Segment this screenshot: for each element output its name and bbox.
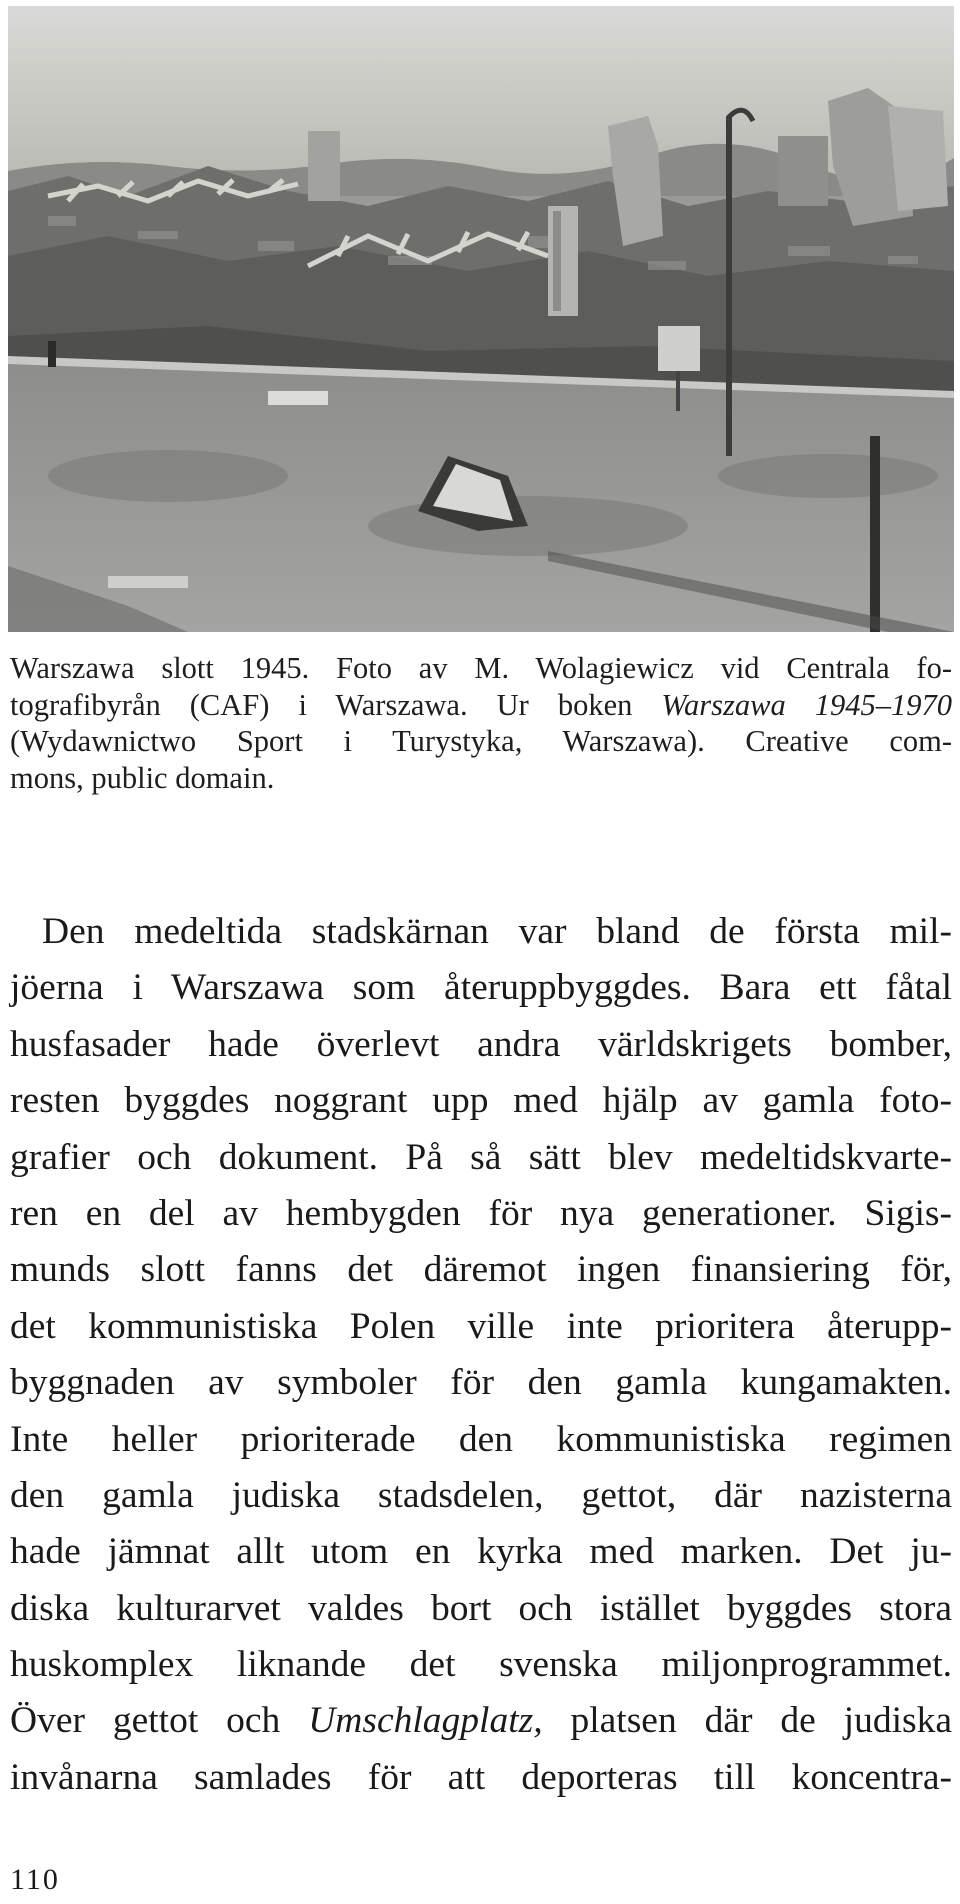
ruins-photo-illustration — [8, 6, 954, 632]
body-line: invånarna samlades för att deporteras till koncentra- — [10, 1756, 952, 1798]
body-line: resten byggdes noggrant upp med hjälp av gamla foto- — [10, 1080, 952, 1122]
photo-caption — [10, 650, 952, 796]
body-paragraph — [10, 904, 952, 1806]
body-line: munds slott fanns det däremot ingen finansiering för, — [10, 1249, 952, 1291]
body-line: jöerna i Warszawa som återuppbyggdes. Bara ett fåtal — [10, 967, 952, 1009]
caption-line: tografibyrån (CAF) i Warszawa. Ur boken Warszawa 1945–1970 — [10, 687, 952, 722]
body-line: grafier och dokument. På så sätt blev medeltidskvarte- — [10, 1136, 952, 1178]
body-line: den gamla judiska stadsdelen, gettot, där nazisterna — [10, 1474, 952, 1516]
body-line: husfasader hade överlevt andra världskrigets bomber, — [10, 1023, 952, 1065]
place-name-italic: Umschlagplatz, — [308, 1700, 543, 1742]
caption-line: (Wydawnictwo Sport i Turystyka, Warszawa). Creative com- — [10, 724, 952, 758]
body-line: Den medeltida stadskärnan var bland de första mil- — [42, 911, 952, 952]
body-line: diska kulturarvet valdes bort och istället byggdes stora — [10, 1587, 952, 1629]
body-line: byggnaden av symboler för den gamla kungamakten. — [10, 1362, 952, 1404]
body-line: Inte heller prioriterade den kommunistiska regimen — [10, 1418, 952, 1460]
page-number: 110 — [10, 1863, 60, 1896]
body-line: huskomplex liknande det svenska miljonprogrammet. — [10, 1644, 952, 1686]
body-line: hade jämnat allt utom en kyrka med marken. Det ju- — [10, 1531, 952, 1573]
ruins-photograph — [8, 6, 954, 632]
body-line: Över gettot och Umschlagplatz, platsen där de judiska — [10, 1700, 952, 1742]
caption-line: Warszawa slott 1945. Foto av M. Wolagiewicz vid Centrala fo- — [10, 651, 952, 685]
body-line: ren en del av hembygden för nya generationer. Sigis- — [10, 1192, 952, 1234]
book-title: Warszawa 1945–1970 — [661, 687, 952, 722]
body-line: det kommunistiska Polen ville inte prioritera återupp- — [10, 1305, 952, 1347]
caption-line: mons, public domain. — [10, 760, 275, 795]
